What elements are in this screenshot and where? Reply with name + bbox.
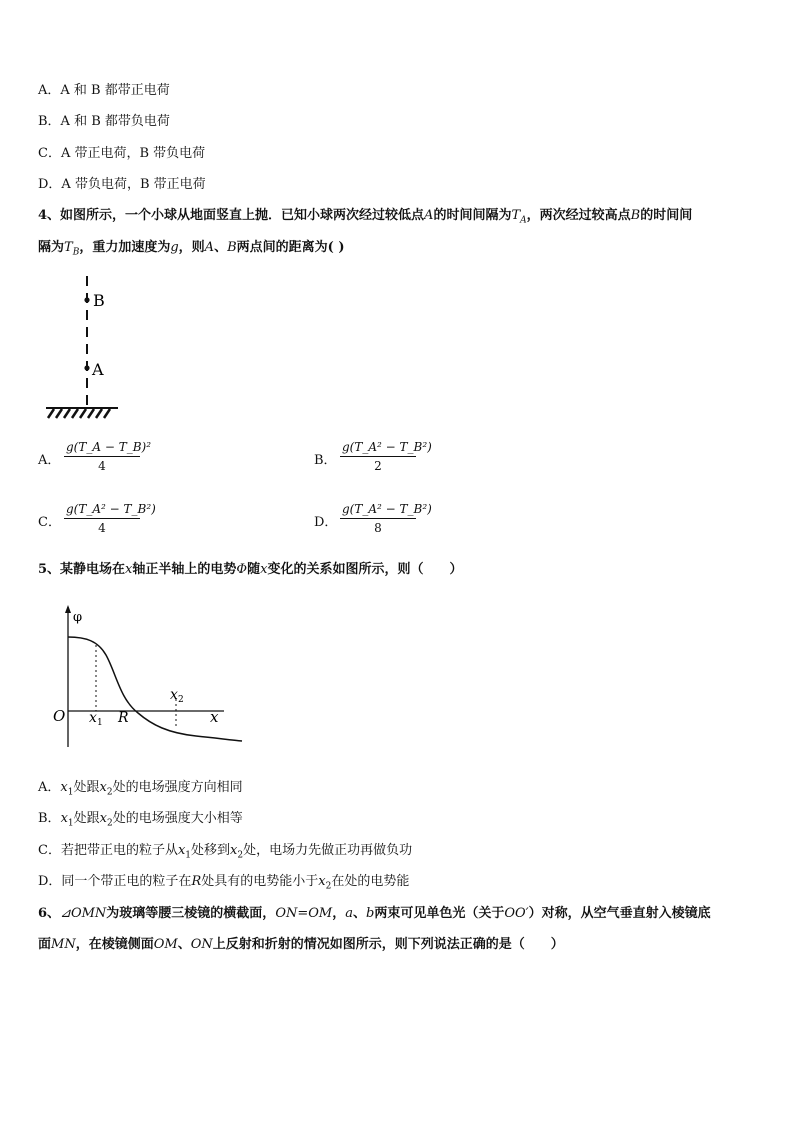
q4-option-a-formula: $\frac{\text{g(T\_A − T\_B)²}}{4}$ [66,440,152,473]
point-b-label: B [93,291,105,310]
q5-option-a: A．$x_1$处跟$x_2$处的电场强度方向相同 [38,780,243,798]
q3-option-c: C．A 带正电荷，B 带负电荷 [38,146,206,161]
x1-sub: 1 [97,718,103,728]
q4-option-d-formula: $\frac{\text{g(T\_A² − T\_B²)}}{8}$ [342,502,432,535]
q4-stem-line1: 4、如图所示，一个小球从地面竖直上抛．已知小球两次经过较低点A的时间间隔为$T_A$，两次经过较高点B的时间间 [38,208,693,226]
point-b-dot [84,297,89,302]
x1-label: x [89,710,97,726]
phi-axis-label: φ [73,610,83,625]
q5-stem: 5、某静电场在x轴正半轴上的电势Φ随x变化的关系如图所示，则（ ） [38,562,463,577]
x2-label: x [170,687,178,703]
phi-axis-arrow [65,605,71,613]
q4-option-d-label: D． [314,515,338,530]
q4-option-b-label: B． [314,453,337,468]
q6-stem-line2: 面MN，在棱镜侧面OM、ON上反射和折射的情况如图所示，则下列说法正确的是（ ） [38,937,564,952]
q3-option-b: B．A 和 B 都带负电荷 [38,114,170,129]
q3-option-d: D．A 带负电荷，B 带正电荷 [38,177,206,192]
x2-sub: 2 [178,695,184,705]
x-axis-label: x [210,708,219,726]
q4-option-a-label: A． [38,453,61,468]
q4-option-c-formula: $\frac{\text{g(T\_A² − T\_B²)}}{4}$ [66,502,156,535]
origin-label: O [53,707,66,725]
r-label: R [118,710,129,726]
q5-graph [46,603,246,749]
q4-option-b-formula: $\frac{\text{g(T\_A² − T\_B²)}}{2}$ [342,440,432,473]
q4-option-c-label: C． [38,515,61,530]
ground-hatch [48,409,110,418]
point-a-dot [84,365,89,370]
q5-option-b: B．$x_1$处跟$x_2$处的电场强度大小相等 [38,811,243,829]
q3-option-a: A．A 和 B 都带正电荷 [38,83,170,98]
q5-option-d: D．同一个带正电的粒子在R处具有的电势能小于$x_2$在处的电势能 [38,874,410,892]
point-a-label: A [92,360,104,379]
q4-stem-line2: 隔为$T_B$，重力加速度为g，则A、B两点间的距离为( ) [38,240,345,258]
q4-figure [40,272,120,422]
q6-stem-line1: 6、⊿OMN为玻璃等腰三棱镜的横截面，ON=OM，a、b两束可见单色光（关于OO′）对称，从空气垂直射入棱镜底 [38,906,711,921]
q5-option-c: C．若把带正电的粒子从$x_1$处移到$x_2$处，电场力先做正功再做负功 [38,843,413,861]
